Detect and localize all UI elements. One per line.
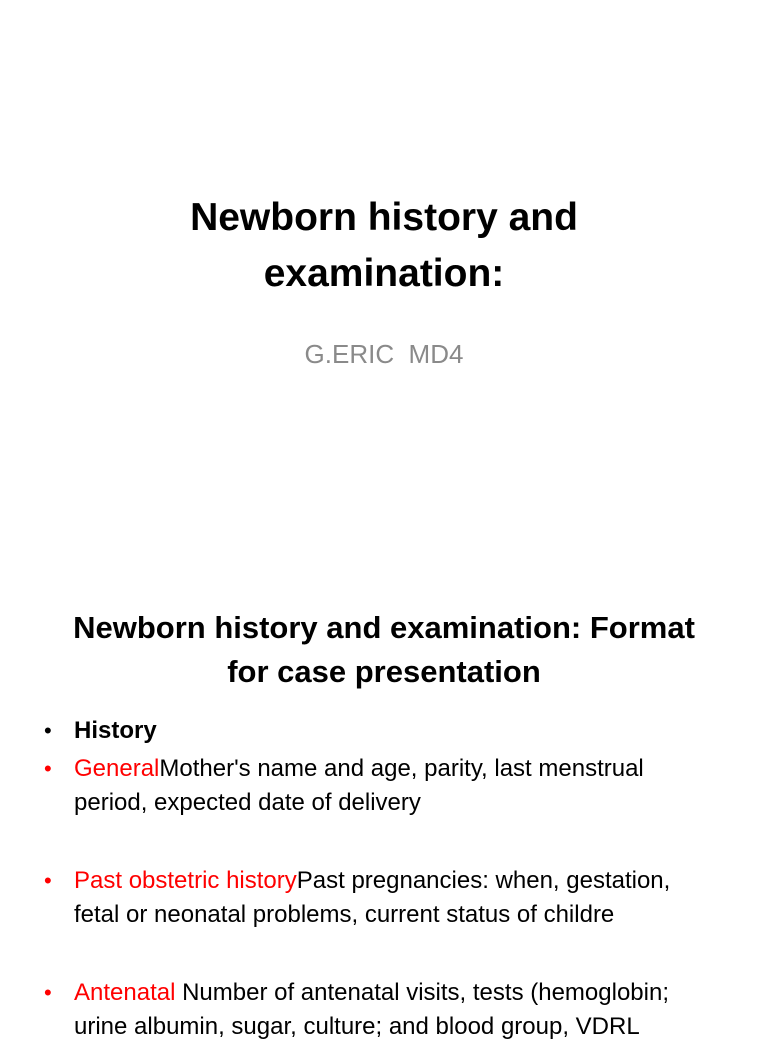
bullet-text: Number of antenatal visits, tests (hemoglobin; (175, 979, 669, 1006)
bullet-line: period, expected date of delivery (74, 789, 421, 816)
bullet-line: fetal or neonatal problems, current status of childre (74, 901, 615, 928)
bullet-past-obstetric (44, 864, 744, 932)
bullet-lead: General (74, 755, 160, 782)
slide-subtitle: G.ERIC MD4 (304, 339, 464, 369)
bullet-general (44, 752, 744, 820)
bullet-history (44, 714, 744, 748)
bullet-lead: Antenatal (74, 979, 176, 1006)
bullet-text: Past pregnancies: when, gestation, (296, 867, 671, 894)
bullet-line (74, 864, 744, 898)
bullet-line (74, 976, 744, 1010)
bullet-dot-icon: • (44, 868, 52, 893)
bullet-lead: Past obstetric history (74, 867, 297, 894)
bullet-list (44, 714, 744, 1044)
slide-title-line: Newborn history and (190, 196, 578, 239)
slide-title (84, 190, 684, 302)
section-title-line: for case presentation (227, 654, 541, 689)
bullet-line: urine albumin, sugar, culture; and blood group, VDRL (74, 1013, 640, 1040)
section-title (34, 606, 734, 694)
bullet-antenatal (44, 976, 744, 1044)
bullet-line (74, 752, 744, 786)
section-title-line: Newborn history and examination: Format (73, 610, 695, 645)
bullet-text: Mother's name and age, parity, last menstrual (159, 755, 644, 782)
slide-title-line: examination: (263, 252, 505, 295)
bullet-dot-icon: • (44, 980, 52, 1005)
bullet-dot-icon: • (44, 718, 52, 743)
bullet-dot-icon: • (44, 756, 52, 781)
bullet-text: History (74, 717, 157, 744)
